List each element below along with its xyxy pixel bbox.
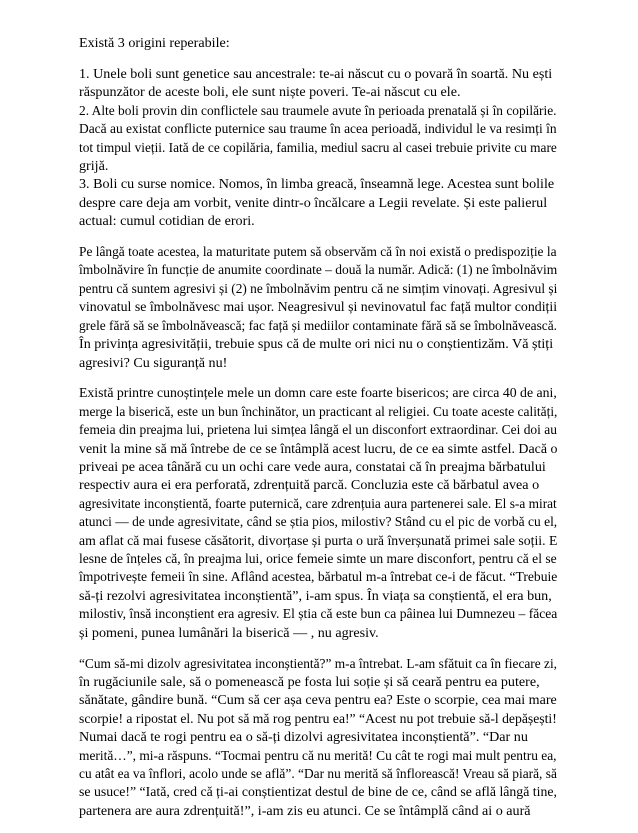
text-line: scorpie! a ripostat el. Nu pot să mă rog pentru ea!” “Acest nu pot trebuie să-l depășești! (79, 710, 557, 727)
text-line: priveai pe acea tânără cu un ochi care vede aura, constatai că în preajma bărbatului (79, 459, 546, 476)
origins-list (79, 65, 557, 231)
text-line: în rugăciunile sale, să o pomenească pe fosta lui soție și să ceară pentru ea putere, (79, 674, 540, 690)
paragraph-predisposition (79, 243, 557, 372)
text-line: merită…”, mi-a răspuns. “Tocmai pentru că nu merită! Cu cât te rogi mai mult pentru ea, (79, 747, 557, 764)
text-line: Pe lângă toate acestea, la maturitate putem să observăm că în noi există o predispoziție la (79, 244, 557, 261)
paragraph-dialogue (79, 655, 557, 821)
text-line: sănătate, gândire bună. “Cum să cer așa ceva pentru ea? Este o scorpie, cea mai mare (79, 692, 557, 709)
text-line: agresivi? Cu siguranță nu! (79, 354, 228, 371)
text-line: venit la mine să mă întrebe de ce se întâmplă acest lucru, de ce ea simte astfel. Dacă o (79, 440, 558, 457)
text-line: tot timpul vieții. Iată de ce copilăria, familia, mediul sacru al casei trebuie privite cu mare (79, 139, 557, 156)
text-line: grijă. (79, 157, 109, 174)
text-line: În privința agresivității, trebuie spus că de multe ori nici nu o conștientizăm. Vă știți (79, 336, 554, 353)
text-line: am aflat că mai fusese căsătorit, divorțase și purta o ură înverșunată primei sale soții. E (79, 532, 558, 549)
text-line: Există 3 origini reperabile: (79, 35, 230, 51)
text-line: merge la biserică, este un bun închinător, un practicant al religiei. Cu toate aceste calități, (79, 403, 558, 420)
text-line: “Cum să-mi dizolv agresivitatea inconștientă?” m-a întrebat. L-am sfătuit ca în fiecare zi, (79, 655, 558, 672)
text-line: atunci — de unde agresivitate, când se știa pios, milostiv? Stând cu el pic de vorbă cu el, (79, 514, 558, 531)
text-line: vinovatul se îmbolnăvesc mai ușor. Neagresivul și nevinovatul fac față multor condiții (79, 299, 558, 316)
text-line: 3. Boli cu surse nomice. Nomos, în limba greacă, înseamnă lege. Acestea sunt bolile (79, 176, 555, 193)
text-line: agresivitate inconștientă, foarte puternică, care zdrențuia aura partenerei sale. El s-a mirat (79, 495, 557, 512)
intro-line (79, 34, 557, 52)
text-line: îmbolnăvire în funcție de anumite coordinate – două la număr. Adică: (1) ne îmbolnăvim (79, 262, 558, 279)
text-line: grele fără să se îmbolnăvească; fac față și mediilor contaminate fără să se îmbolnăvească. (79, 317, 558, 334)
text-line: lesne de înțeles că, în preajma lui, orice femeie simte un mare disconfort, pentru că el se (79, 551, 557, 568)
text-line: 2. Alte boli provin din conflictele sau traumele avute în perioada prenatală și în copilărie. (79, 102, 557, 119)
text-line: despre care deja am vorbit, venite dintr-o încălcare a Legii revelate. Și este palierul (79, 194, 548, 211)
text-line: 1. Unele boli sunt genetice sau ancestrale: te-ai născut cu o povară în soartă. Nu ești (79, 65, 553, 82)
text-line: femeia din preajma lui, prietena lui simțea lângă el un disconfort extraordinar. Cei doi au (79, 422, 557, 439)
text-line: și pomeni, punea lumânări la biserică — , nu agresiv. (79, 624, 379, 641)
text-line: pentru că suntem agresivi și (2) ne îmbolnăvim pentru că ne simțim vinovați. Agresivul și (79, 280, 558, 297)
paragraph-story (79, 384, 557, 642)
text-line: partenera are aura zdrențuită!”, i-am zis eu atunci. Ce se întâmplă când ai o aură (79, 802, 531, 819)
text-line: cu atât ea va înflori, acolo unde se află”. “Dar nu merită să înflorească! Vreau să piară, să (79, 766, 557, 783)
text-line: respectiv aura ei era perforată, zdrențuită parcă. Concluzia este că bărbatul avea o (79, 477, 540, 494)
text-line: milostiv, însă inconștient era agresiv. El știa că este bun ca pâinea lui Dumnezeu – făcea (79, 606, 558, 623)
text-line: împotrivește femeii în sine. Aflând acestea, bărbatul m-a întrebat ce-i de făcut. “Trebuie (79, 569, 558, 586)
text-line: actual: cumul cotidian de erori. (79, 213, 255, 230)
text-line: Există printre cunoștințele mele un domn care este foarte bisericos; are circa 40 de ani, (79, 385, 557, 402)
text-line: Dacă au existat conflicte puternice sau traume în acea perioadă, individul le va resimți în (79, 121, 557, 138)
text-line: să-ți rezolvi agresivitatea inconștientă”, i-am spus. În viața sa conștientă, el era bun, (79, 587, 552, 604)
text-line: se usuce!” “Iată, cred că ți-ai conștientizat destul de bine de ce, când se află lângă tine, (79, 784, 557, 801)
document-page (79, 34, 557, 833)
text-line: Numai dacă te rogi pentru ea o să-ți dizolvi agresivitatea inconștientă”. “Dar nu (79, 729, 528, 746)
text-line: răspunzător de aceste boli, ele sunt niște poveri. Te-ai născut cu ele. (79, 84, 461, 101)
